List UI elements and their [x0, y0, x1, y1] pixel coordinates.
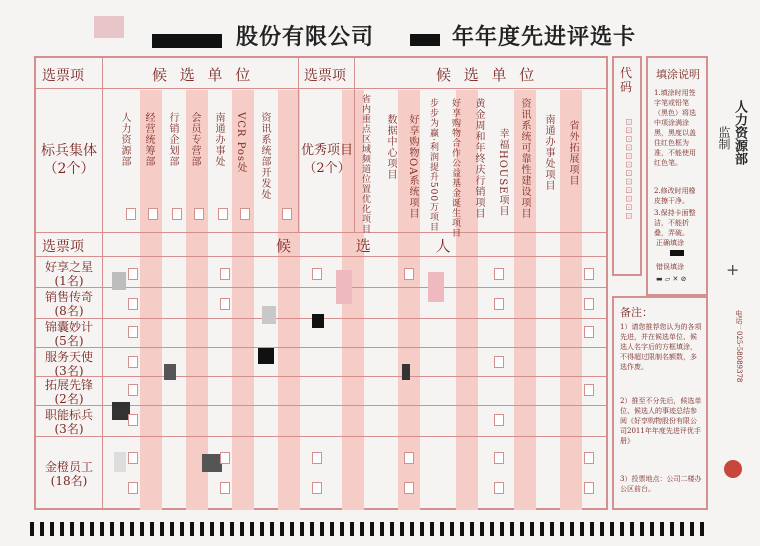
vote-box[interactable] [128, 356, 138, 368]
header-candidates: 候 选 人 [276, 237, 481, 255]
correct-fill-sample [670, 250, 684, 256]
stamp-phone: 电话：025-58089378 [735, 310, 743, 383]
code-digits: ⊡⊡⊡⊡⊡⊡⊡⊡⊡⊡⊡⊡ [623, 118, 633, 221]
redacted-name [428, 272, 444, 302]
award-count: (18名) [50, 474, 88, 488]
vote-box[interactable] [128, 268, 138, 280]
grid-line [36, 232, 606, 233]
vote-box[interactable] [148, 208, 158, 220]
unit-name: 人力资源部 [119, 112, 130, 167]
project-name: 资讯系统可靠性建设项目 [519, 98, 530, 219]
award-count: (2名) [54, 392, 84, 406]
department-stamp [712, 90, 752, 510]
award-name: 服务天使 [44, 350, 93, 364]
award-count: (5名) [54, 334, 84, 348]
vote-box[interactable] [172, 208, 182, 220]
header-vote-item-3: 选票项 [42, 239, 84, 255]
timing-mark-strip [0, 516, 760, 542]
instruction-item: 1.填涂时用签字笔或铅笔（黑色）将选中项涂满涂黑，黑度以盖住红色框为准，不能使用红色笔。 [654, 89, 696, 167]
award-name: 锦囊妙计 [44, 320, 93, 334]
vote-box[interactable] [312, 268, 322, 280]
vote-box[interactable] [128, 298, 138, 310]
redacted-bar [152, 34, 222, 48]
grid-line [36, 347, 606, 348]
correct-fill-label: 正确填涂 [656, 239, 684, 247]
vote-box[interactable] [128, 482, 138, 494]
vote-box[interactable] [240, 208, 250, 220]
vote-box[interactable] [126, 208, 136, 220]
note-item: 2）推至不分先后，候选单位、候选人的事迹总结参阅《好享购物股份有限公司2011年年度先进评优手册》 [620, 397, 702, 445]
vote-box[interactable] [220, 268, 230, 280]
vote-box[interactable] [584, 452, 594, 464]
project-name: 好享购物OA系统项目 [407, 114, 418, 220]
award-name: 好享之星 [44, 260, 93, 274]
vote-box[interactable] [404, 452, 414, 464]
vote-box[interactable] [494, 268, 504, 280]
ballot-sheet [34, 56, 608, 510]
note-item: 3）投票地点：公司二楼办公区前台。 [620, 475, 702, 493]
unit-name: VCR Pos处 [235, 112, 246, 174]
project-name: 黄金周和年终庆行销项目 [473, 98, 484, 219]
redacted-name [258, 348, 274, 364]
project-name: 步步为赢·利润提升500万项目 [428, 98, 438, 233]
redacted-name [262, 306, 276, 324]
award-row-label [36, 408, 102, 436]
vote-box[interactable] [584, 482, 594, 494]
note-item: 1）请您推荐您认为的各项先进，并在候选单位、候选人名字后的方框填涂，不得超过限制名额数，多选作废。 [620, 323, 702, 371]
vote-box[interactable] [494, 414, 504, 426]
header-vote-item: 选票项 [42, 68, 84, 84]
vote-box[interactable] [404, 268, 414, 280]
vote-box[interactable] [220, 452, 230, 464]
project-name: 南通办事处项目 [543, 114, 554, 191]
unit-name: 会员专营部 [189, 112, 200, 167]
row1-count: （2个） [43, 161, 95, 177]
vote-box[interactable] [494, 356, 504, 368]
row2-label: 优秀项目 [300, 143, 353, 158]
header-candidate-units: 候 选 单 位 [152, 66, 255, 84]
redacted-block [94, 16, 124, 38]
award-name: 拓展先锋 [44, 378, 93, 392]
project-name: 幸福HOUSE项目 [497, 128, 508, 217]
row1-label: 标兵集体 [41, 143, 97, 159]
grid-line [36, 376, 606, 377]
grid-line [36, 436, 606, 437]
project-name: 好享购物合作公益基金诞生项目 [450, 98, 460, 238]
award-row-label [36, 460, 102, 488]
unit-name: 南通办事处 [213, 112, 224, 167]
vote-box[interactable] [584, 326, 594, 338]
header-vote-item-2: 选票项 [304, 68, 346, 84]
vote-box[interactable] [494, 298, 504, 310]
instruction-item: 2.修改时用橡皮擦干净。 [654, 187, 696, 205]
row-label-excellent-project [298, 142, 356, 178]
vote-box[interactable] [218, 208, 228, 220]
award-name: 职能标兵 [44, 408, 93, 422]
wrong-fill-sample: ▬ ▱ ✕ ⊘ [656, 275, 687, 283]
dept-supervise: 监制 [717, 126, 731, 150]
crosshair-icon: + [726, 260, 740, 279]
grid-line [36, 88, 606, 89]
award-row-label [36, 260, 102, 288]
code-box [612, 56, 642, 276]
award-row-label [36, 320, 102, 348]
award-count: (3名) [54, 422, 84, 436]
award-count: (8名) [54, 304, 84, 318]
notes-title: 备注： [620, 306, 653, 319]
vote-box[interactable] [282, 208, 292, 220]
header-candidate-units-2: 候 选 单 位 [436, 66, 539, 84]
project-name: 数据中心项目 [385, 114, 396, 180]
company-suffix: 股份有限公司 [236, 24, 375, 50]
redacted-name [402, 364, 410, 380]
vote-box[interactable] [128, 326, 138, 338]
notes-box [612, 296, 708, 510]
award-count: (1名) [54, 274, 84, 288]
code-label: 代码 [620, 66, 633, 94]
vote-box[interactable] [220, 482, 230, 494]
grid-line [36, 256, 606, 257]
vote-box[interactable] [584, 298, 594, 310]
award-row-label [36, 290, 102, 318]
redacted-name [114, 452, 126, 472]
form-name: 年年度先进评选卡 [452, 24, 637, 50]
dept-name: 人力资源部 [732, 100, 747, 165]
vote-box[interactable] [584, 268, 594, 280]
vote-box[interactable] [494, 482, 504, 494]
row-label-model-team [36, 142, 102, 178]
award-count: (3名) [54, 364, 84, 378]
redacted-name [312, 314, 324, 328]
redacted-year [410, 34, 440, 46]
instructions-box [646, 56, 708, 296]
timing-marks [0, 516, 760, 542]
vote-box[interactable] [194, 208, 204, 220]
wrong-fill-label: 错误填涂 [656, 263, 684, 271]
project-name: 省内重点区域频道位置优化项目 [360, 94, 370, 234]
vote-box[interactable] [494, 452, 504, 464]
redacted-name [202, 454, 222, 472]
award-name: 金橙员工 [44, 460, 93, 474]
redacted-name [164, 364, 176, 380]
instructions-title: 填涂说明 [656, 68, 700, 81]
vote-box[interactable] [404, 482, 414, 494]
vote-box[interactable] [312, 452, 322, 464]
redacted-name [112, 272, 126, 290]
unit-name: 行销企划部 [167, 112, 178, 167]
redacted-name [336, 270, 352, 304]
vote-box[interactable] [128, 452, 138, 464]
vote-box[interactable] [584, 384, 594, 396]
instruction-item: 3.保持卡面整洁，不能折叠，弄破。 [654, 209, 696, 237]
project-name: 省外拓展项目 [567, 120, 578, 186]
vote-box[interactable] [312, 482, 322, 494]
shade-col [278, 90, 300, 510]
award-row-label [36, 350, 102, 378]
award-row-label [36, 378, 102, 406]
company-logo-icon [724, 460, 742, 478]
row2-count: （2个） [303, 161, 351, 176]
award-name: 销售传奇 [44, 290, 93, 304]
vote-box[interactable] [128, 384, 138, 396]
vote-box[interactable] [220, 298, 230, 310]
vote-box[interactable] [128, 414, 138, 426]
grid-line [102, 58, 103, 508]
unit-name: 资讯系统部开发处 [259, 112, 270, 200]
unit-name: 经营统筹部 [143, 112, 154, 167]
form-title [0, 10, 760, 50]
